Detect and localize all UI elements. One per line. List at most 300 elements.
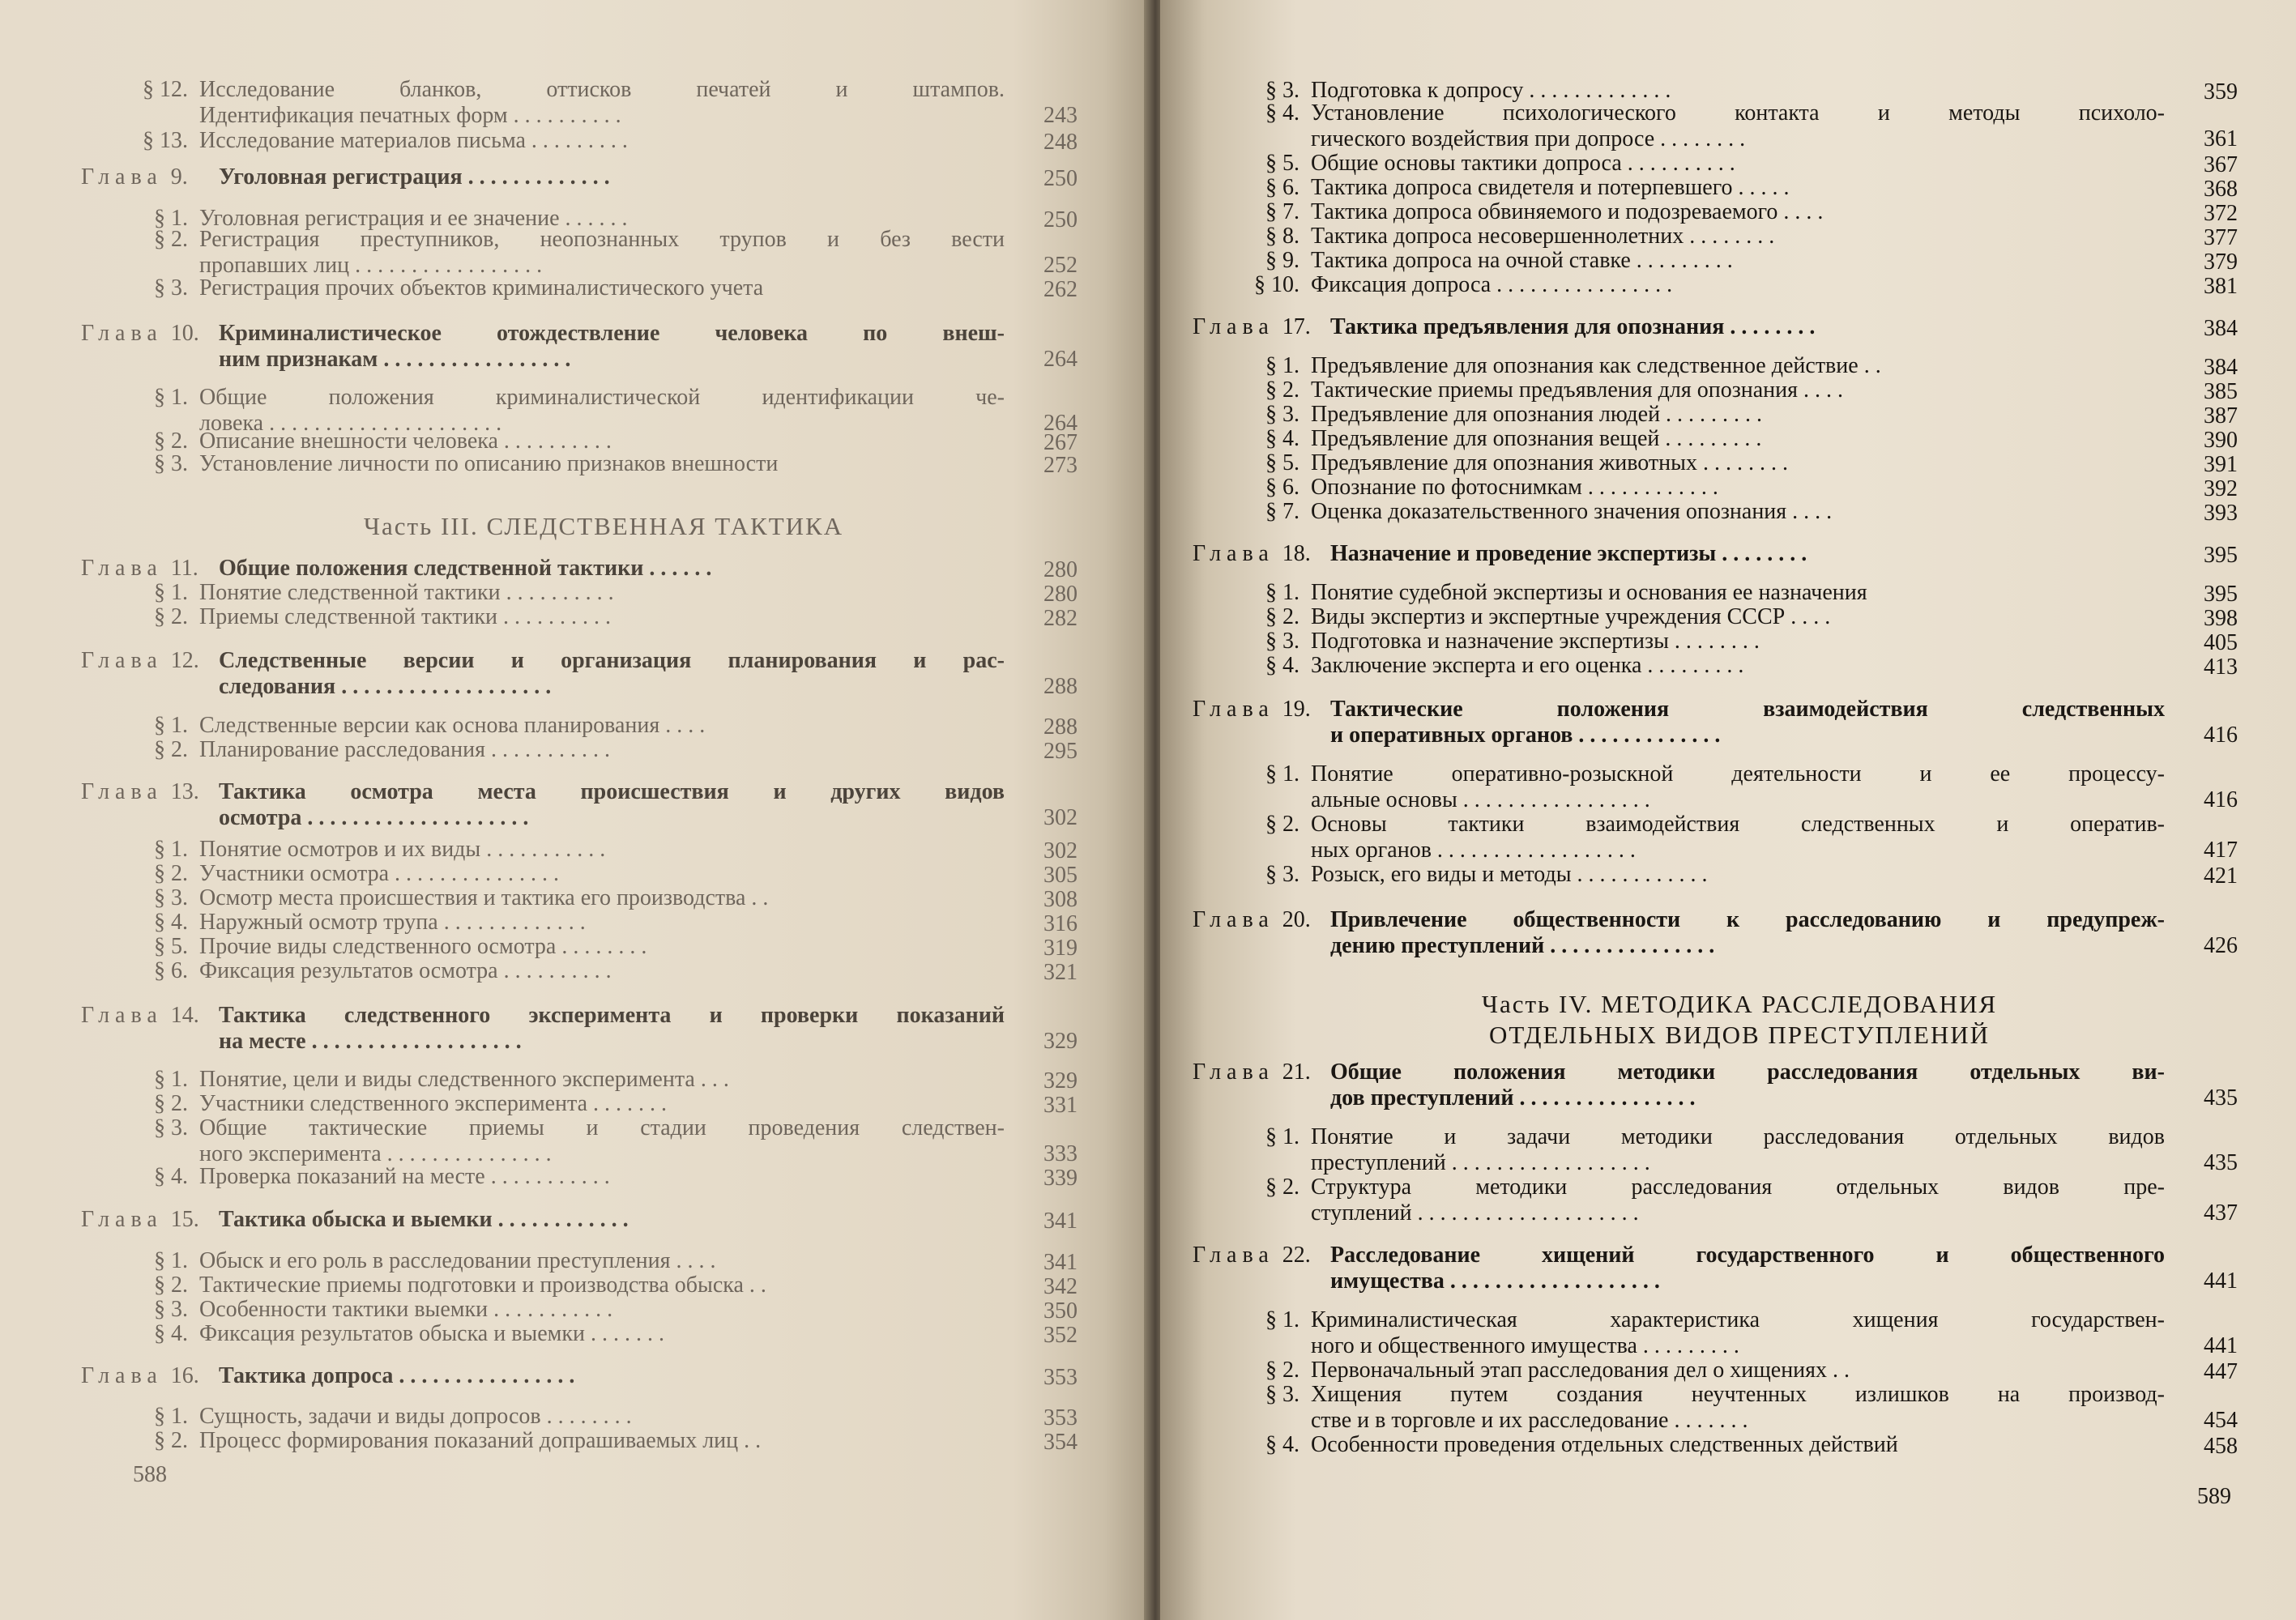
entry-title	[1311, 1358, 2165, 1383]
entry-title-line: ним признакам . . . . . . . . . . . . . . . . .	[219, 347, 571, 372]
entry-title-line: Заключение эксперта и его оценка . . . . . . . . .	[1311, 653, 1744, 678]
toc-chapter-entry	[81, 779, 1078, 831]
entry-title-line: Тактика допроса . . . . . . . . . . . . . . . .	[219, 1363, 575, 1388]
entry-title-line: Понятие следственной тактики . . . . . . . . . .	[199, 580, 614, 605]
entry-title-line: Первоначальный этап расследования дел о хищениях . .	[1311, 1358, 1850, 1383]
entry-title-line: Хищения путем создания неучтенных излишков на производ-	[1311, 1382, 2165, 1407]
entry-title-line: Привлечение общественности к расследованию и предупреж-	[1330, 907, 2165, 932]
toc-section-entry	[1241, 604, 2238, 632]
entry-title	[199, 1067, 1005, 1093]
page-reference: 381	[2204, 274, 2238, 299]
section-number: § 2.	[154, 604, 188, 629]
section-number: § 6.	[154, 958, 188, 983]
section-number: § 4.	[1265, 653, 1300, 678]
toc-section-entry	[1241, 499, 2238, 526]
entry-title-line: Тактика допроса несовершеннолетних . . . . . . . .	[1311, 224, 1775, 249]
entry-title	[1311, 1174, 2165, 1226]
toc-section-entry	[1241, 1358, 2238, 1385]
page-reference: 250	[1043, 166, 1078, 191]
entry-title-line: Тактика следственного эксперимента и проверки показаний	[219, 1003, 1005, 1028]
page-reference: 390	[2204, 428, 2238, 453]
entry-title	[199, 604, 1005, 630]
right-page-number: 589	[2197, 1484, 2231, 1509]
toc-chapter-entry	[1193, 541, 2238, 569]
entry-title-line: Приемы следственной тактики . . . . . . . . . .	[199, 604, 612, 629]
chapter-label: Глава 17.	[1193, 314, 1311, 339]
toc-section-entry	[1241, 450, 2238, 478]
entry-title-line: Расследование хищений государственного и общественного	[1330, 1243, 2165, 1268]
left-toc-column	[81, 0, 1078, 1620]
entry-title-line: Планирование расследования . . . . . . . . . . .	[199, 737, 610, 762]
section-number: § 2.	[154, 428, 188, 454]
section-number: § 12.	[143, 77, 188, 102]
section-number: § 3.	[154, 451, 188, 476]
entry-title-line: Фиксация результатов обыска и выемки . . . . . . .	[199, 1321, 664, 1346]
section-number: § 1.	[1265, 1307, 1300, 1332]
entry-title	[199, 837, 1005, 863]
entry-title	[1330, 1243, 2165, 1294]
part-iv-heading-line-1: Часть IV. МЕТОДИКА РАССЛЕДОВАНИЯ	[1481, 990, 1998, 1018]
toc-section-entry	[130, 227, 1078, 279]
entry-title-line: Сущность, задачи и виды допросов . . . . . . . .	[199, 1404, 632, 1429]
entry-title-line: ловека . . . . . . . . . . . . . . . . . . . . .	[199, 411, 502, 436]
toc-section-entry	[1241, 272, 2238, 300]
page-reference: 333	[1043, 1141, 1078, 1166]
entry-title-line: Понятие, цели и виды следственного эксперимента . . .	[199, 1067, 729, 1092]
entry-title	[1311, 475, 2165, 501]
section-number: § 1.	[1265, 1124, 1300, 1149]
entry-title-line: Прочие виды следственного осмотра . . . . . . . .	[199, 934, 647, 959]
section-number: § 9.	[1265, 248, 1300, 273]
chapter-label: Глава 12.	[81, 648, 199, 673]
entry-title-line: Общие положения следственной тактики . . . . . .	[219, 556, 712, 581]
toc-section-entry	[1241, 1432, 2238, 1460]
section-number: § 1.	[154, 713, 188, 738]
page-reference: 421	[2204, 863, 2238, 889]
page-reference: 262	[1043, 277, 1078, 302]
entry-title-line: Тактические приемы подготовки и производства обыска . .	[199, 1273, 766, 1298]
page-reference: 329	[1043, 1068, 1078, 1094]
toc-section-entry	[1241, 761, 2238, 813]
chapter-label: Глава 20.	[1193, 907, 1311, 932]
entry-title-line: Исследование материалов письма . . . . . . . . .	[199, 128, 628, 153]
section-number: § 6.	[1265, 475, 1300, 500]
entry-title-line: Следственные версии и организация планирования и рас-	[219, 648, 1005, 673]
page-reference: 395	[2204, 582, 2238, 607]
entry-title	[219, 164, 1005, 190]
toc-section-entry	[1241, 426, 2238, 454]
entry-title	[1311, 1124, 2165, 1176]
entry-title-line: Назначение и проведение экспертизы . . . . . . . .	[1330, 541, 1807, 566]
page-reference: 354	[1043, 1430, 1078, 1455]
toc-section-entry	[130, 885, 1078, 913]
toc-section-entry	[130, 1115, 1078, 1167]
page-reference: 384	[2204, 355, 2238, 380]
toc-chapter-entry	[81, 556, 1078, 583]
toc-section-entry	[1241, 475, 2238, 502]
toc-section-entry	[1241, 199, 2238, 227]
page-reference: 302	[1043, 805, 1078, 830]
section-number: § 10.	[1254, 272, 1300, 297]
page-reference: 282	[1043, 606, 1078, 631]
entry-title-line: Предъявление для опознания животных . . . . . . . .	[1311, 450, 1788, 475]
entry-title-line: Подготовка и назначение экспертизы . . . . . . . .	[1311, 629, 1760, 654]
toc-chapter-entry	[81, 164, 1078, 192]
entry-title	[199, 1404, 1005, 1430]
toc-section-entry	[130, 604, 1078, 632]
entry-title	[1311, 199, 2165, 225]
entry-title	[1311, 499, 2165, 525]
section-number: § 4.	[1265, 426, 1300, 451]
entry-title-line: Тактика осмотра места происшествия и других видов	[219, 779, 1005, 804]
entry-title-line: Тактические приемы предъявления для опознания . . . .	[1311, 377, 1844, 403]
toc-chapter-entry	[1193, 1243, 2238, 1294]
entry-title-line: Наружный осмотр трупа . . . . . . . . . . . . .	[199, 910, 586, 935]
section-number: § 2.	[154, 1428, 188, 1453]
page-reference: 305	[1043, 863, 1078, 888]
entry-title-line: Уголовная регистрация . . . . . . . . . . . . .	[219, 164, 610, 190]
page-reference: 321	[1043, 960, 1078, 985]
page-reference: 441	[2204, 1333, 2238, 1358]
toc-section-entry	[1241, 1124, 2238, 1176]
section-number: § 1.	[154, 1067, 188, 1092]
entry-title	[1311, 450, 2165, 476]
page-reference: 437	[2204, 1200, 2238, 1226]
toc-section-entry	[130, 77, 1078, 129]
page-reference: 350	[1043, 1298, 1078, 1324]
page-reference: 392	[2204, 476, 2238, 501]
entry-title-line: Предъявление для опознания как следственное действие . .	[1311, 353, 1881, 378]
page-reference: 435	[2204, 1085, 2238, 1111]
page-reference: 377	[2204, 225, 2238, 250]
entry-title	[1311, 862, 2165, 888]
page-reference: 316	[1043, 911, 1078, 936]
entry-title-line: Общие основы тактики допроса . . . . . . . . . .	[1311, 151, 1735, 176]
page-reference: 352	[1043, 1323, 1078, 1348]
entry-title-line: Криминалистическая характеристика хищения государствен-	[1311, 1307, 2165, 1332]
entry-title	[1311, 402, 2165, 428]
entry-title-line: преступлений . . . . . . . . . . . . . . . . . .	[1311, 1150, 1650, 1175]
section-number: § 1.	[1265, 761, 1300, 787]
page-reference: 416	[2204, 787, 2238, 812]
toc-chapter-entry	[81, 1003, 1078, 1055]
toc-section-entry	[1241, 100, 2238, 152]
page-reference: 341	[1043, 1250, 1078, 1275]
entry-title-line: следования . . . . . . . . . . . . . . . . . . .	[219, 674, 552, 699]
section-number: § 3.	[1265, 402, 1300, 427]
page-reference: 447	[2204, 1359, 2238, 1384]
page-reference: 458	[2204, 1434, 2238, 1459]
section-number: § 2.	[1265, 1358, 1300, 1383]
entry-title	[1330, 541, 2165, 567]
page-reference: 264	[1043, 411, 1078, 436]
entry-title-line: гического воздействия при допросе . . . . . . . .	[1311, 126, 1746, 151]
entry-title	[219, 779, 1005, 831]
entry-title	[1330, 697, 2165, 748]
section-number: § 4.	[154, 910, 188, 935]
toc-section-entry	[130, 837, 1078, 864]
toc-section-entry	[1241, 402, 2238, 429]
entry-title	[1311, 100, 2165, 152]
entry-title-line: дов преступлений . . . . . . . . . . . . . . . .	[1330, 1085, 1696, 1111]
right-toc-column	[1193, 0, 2238, 1620]
section-number: § 2.	[1265, 812, 1300, 837]
section-number: § 5.	[1265, 151, 1300, 176]
toc-section-entry	[130, 580, 1078, 608]
page-reference: 368	[2204, 177, 2238, 202]
chapter-label: Глава 22.	[1193, 1243, 1311, 1268]
section-number: § 1.	[154, 837, 188, 862]
entry-title	[1311, 761, 2165, 813]
toc-section-entry	[1241, 377, 2238, 405]
chapter-label: Глава 18.	[1193, 541, 1311, 566]
toc-section-entry	[130, 451, 1078, 479]
entry-title-line: Установление психологического контакта и методы психоло-	[1311, 100, 2165, 126]
section-number: § 3.	[154, 885, 188, 910]
entry-title	[219, 1003, 1005, 1055]
entry-title	[199, 885, 1005, 911]
toc-section-entry	[130, 128, 1078, 156]
entry-title	[199, 1297, 1005, 1323]
entry-title	[199, 128, 1005, 154]
part-iii-heading: Часть III. СЛЕДСТВЕННАЯ ТАКТИКА	[363, 512, 844, 540]
section-number: § 3.	[1265, 78, 1300, 103]
entry-title-line: Тактика предъявления для опознания . . . . . . . .	[1330, 314, 1816, 339]
entry-title-line: Участники следственного эксперимента . . . . . . .	[199, 1091, 668, 1116]
page-reference: 384	[2204, 316, 2238, 341]
entry-title	[199, 227, 1005, 279]
section-number: § 4.	[1265, 100, 1300, 126]
chapter-label: Глава 10.	[81, 321, 199, 346]
page-reference: 398	[2204, 606, 2238, 631]
chapter-label: Глава 21.	[1193, 1059, 1311, 1085]
toc-chapter-entry	[81, 648, 1078, 700]
toc-chapter-entry	[81, 1363, 1078, 1391]
section-number: § 3.	[1265, 629, 1300, 654]
entry-title	[1311, 1432, 2165, 1458]
entry-title-line: Оценка доказательственного значения опознания . . . .	[1311, 499, 1833, 524]
entry-title-line: и оперативных органов . . . . . . . . . . . . .	[1330, 723, 1721, 748]
entry-title-line: Особенности тактики выемки . . . . . . . . . . .	[199, 1297, 613, 1322]
toc-chapter-entry	[1193, 314, 2238, 342]
section-number: § 2.	[154, 1273, 188, 1298]
section-number: § 2.	[1265, 1174, 1300, 1200]
page-reference: 288	[1043, 674, 1078, 699]
page-reference: 280	[1043, 582, 1078, 607]
entry-title	[199, 1091, 1005, 1117]
page-reference: 302	[1043, 838, 1078, 863]
page-reference: 264	[1043, 347, 1078, 372]
toc-section-entry	[1241, 629, 2238, 656]
entry-title-line: Исследование бланков, оттисков печатей и штампов.	[199, 77, 1005, 102]
section-number: § 2.	[1265, 604, 1300, 629]
section-number: § 1.	[154, 1248, 188, 1273]
page-reference: 435	[2204, 1150, 2238, 1175]
section-number: § 7.	[1265, 199, 1300, 224]
entry-title-line: Тактика допроса на очной ставке . . . . . . . . .	[1311, 248, 1733, 273]
entry-title	[199, 1273, 1005, 1298]
entry-title	[219, 1363, 1005, 1389]
toc-chapter-entry	[81, 1207, 1078, 1234]
entry-title	[199, 580, 1005, 606]
section-number: § 5.	[154, 934, 188, 959]
entry-title-line: Основы тактики взаимодействия следственных и оператив-	[1311, 812, 2165, 837]
entry-title-line: ступлений . . . . . . . . . . . . . . . . . . . .	[1311, 1200, 1639, 1226]
page-reference: 308	[1043, 887, 1078, 912]
entry-title	[199, 1115, 1005, 1167]
entry-title-line: Подготовка к допросу . . . . . . . . . . . . .	[1311, 78, 1671, 103]
entry-title-line: Предъявление для опознания вещей . . . . . . . . .	[1311, 426, 1762, 451]
toc-section-entry	[130, 1321, 1078, 1349]
chapter-label: Глава 16.	[81, 1363, 199, 1388]
section-number: § 2.	[154, 227, 188, 252]
toc-chapter-entry	[1193, 1059, 2238, 1111]
page-reference: 426	[2204, 933, 2238, 958]
page-reference: 391	[2204, 452, 2238, 477]
section-number: § 7.	[1265, 499, 1300, 524]
toc-section-entry	[1241, 862, 2238, 889]
entry-title	[1311, 272, 2165, 298]
page-reference: 393	[2204, 501, 2238, 526]
entry-title	[1330, 907, 2165, 959]
entry-title	[219, 1207, 1005, 1233]
entry-title-line: Фиксация допроса . . . . . . . . . . . . . . . .	[1311, 272, 1673, 297]
part-iv-heading-line-2: ОТДЕЛЬНЫХ ВИДОВ ПРЕСТУПЛЕНИЙ	[1488, 1021, 1991, 1049]
entry-title	[199, 910, 1005, 936]
page-reference: 339	[1043, 1166, 1078, 1191]
entry-title-line: Фиксация результатов осмотра . . . . . . . . . .	[199, 958, 612, 983]
section-number: § 5.	[1265, 450, 1300, 475]
entry-title	[1311, 377, 2165, 403]
entry-title-line: Общие тактические приемы и стадии проведения следствен-	[199, 1115, 1005, 1140]
toc-section-entry	[130, 1428, 1078, 1456]
toc-chapter-entry	[1193, 907, 2238, 959]
toc-section-entry	[130, 1248, 1078, 1276]
page-reference: 387	[2204, 403, 2238, 428]
chapter-label: Глава 15.	[81, 1207, 199, 1232]
entry-title-line: альные основы . . . . . . . . . . . . . . . . .	[1311, 787, 1650, 812]
page-reference: 295	[1043, 739, 1078, 764]
entry-title	[199, 1164, 1005, 1190]
entry-title-line: Тактические положения взаимодействия следственных	[1330, 697, 2165, 722]
entry-title-line: Предъявление для опознания людей . . . . . . . . .	[1311, 402, 1763, 427]
toc-section-entry	[130, 737, 1078, 765]
toc-section-entry	[130, 934, 1078, 961]
section-number: § 1.	[154, 385, 188, 410]
entry-title	[1311, 248, 2165, 274]
page-reference: 359	[2204, 79, 2238, 104]
chapter-label: Глава 19.	[1193, 697, 1311, 722]
entry-title	[1311, 1382, 2165, 1434]
page-reference: 250	[1043, 207, 1078, 232]
page-reference: 361	[2204, 126, 2238, 151]
section-number: § 3.	[154, 1115, 188, 1140]
entry-title	[199, 451, 1005, 477]
entry-title	[1311, 580, 2165, 606]
entry-title	[199, 275, 1005, 301]
section-number: § 2.	[154, 1091, 188, 1116]
entry-title	[219, 648, 1005, 700]
entry-title-line: Структура методики расследования отдельных видов пре-	[1311, 1174, 2165, 1200]
entry-title-line: Тактика обыска и выемки . . . . . . . . . . . .	[219, 1207, 629, 1232]
entry-title-line: Идентификация печатных форм . . . . . . . . . .	[199, 103, 621, 128]
entry-title	[1311, 812, 2165, 863]
entry-title-line: Установление личности по описанию признаков внешности	[199, 451, 779, 476]
page-reference: 441	[2204, 1268, 2238, 1294]
section-number: § 2.	[154, 737, 188, 762]
section-number: § 2.	[154, 861, 188, 886]
section-number: § 1.	[1265, 580, 1300, 605]
toc-section-entry	[1241, 1382, 2238, 1434]
entry-title-line: пропавших лиц . . . . . . . . . . . . . . . . .	[199, 253, 543, 278]
entry-title	[1330, 314, 2165, 340]
page-reference: 280	[1043, 557, 1078, 582]
entry-title-line: осмотра . . . . . . . . . . . . . . . . . . . .	[219, 805, 529, 830]
entry-title-line: Общие положения криминалистической идентификации че-	[199, 385, 1005, 410]
page-reference: 243	[1043, 103, 1078, 128]
entry-title	[219, 321, 1005, 373]
toc-section-entry	[130, 1091, 1078, 1119]
toc-section-entry	[1241, 353, 2238, 381]
page-reference: 341	[1043, 1209, 1078, 1234]
section-number: § 3.	[1265, 1382, 1300, 1407]
page-reference: 417	[2204, 838, 2238, 863]
section-number: § 8.	[1265, 224, 1300, 249]
toc-section-entry	[130, 958, 1078, 986]
section-number: § 1.	[154, 1404, 188, 1429]
entry-title-line: Проверка показаний на месте . . . . . . . . . . .	[199, 1164, 610, 1189]
page-reference: 454	[2204, 1408, 2238, 1433]
toc-section-entry	[130, 1404, 1078, 1431]
entry-title	[199, 861, 1005, 887]
right-page	[1160, 0, 2296, 1620]
page-reference: 329	[1043, 1029, 1078, 1054]
toc-section-entry	[1241, 653, 2238, 680]
chapter-label: Глава 14.	[81, 1003, 199, 1028]
entry-title-line: Понятие и задачи методики расследования отдельных видов	[1311, 1124, 2165, 1149]
entry-title-line: Участники осмотра . . . . . . . . . . . . . . .	[199, 861, 560, 886]
page-reference: 413	[2204, 654, 2238, 680]
entry-title-line: Особенности проведения отдельных следственных действий	[1311, 1432, 1898, 1457]
toc-section-entry	[130, 861, 1078, 889]
toc-section-entry	[1241, 580, 2238, 608]
entry-title-line: Обыск и его роль в расследовании преступления . . . .	[199, 1248, 716, 1273]
toc-section-entry	[1241, 1307, 2238, 1359]
entry-title	[199, 1428, 1005, 1454]
toc-section-entry	[130, 1067, 1078, 1094]
page-reference: 379	[2204, 249, 2238, 275]
page-reference: 342	[1043, 1274, 1078, 1299]
page-reference: 385	[2204, 379, 2238, 404]
page-reference: 319	[1043, 936, 1078, 961]
entry-title-line: Криминалистическое отождествление человека по внеш-	[219, 321, 1005, 346]
entry-title	[199, 713, 1005, 739]
section-number: § 13.	[143, 128, 188, 153]
entry-title	[1311, 151, 2165, 177]
toc-section-entry	[1241, 812, 2238, 863]
entry-title	[1311, 604, 2165, 630]
entry-title-line: Опознание по фотоснимкам . . . . . . . . . . . .	[1311, 475, 1718, 500]
section-number: § 4.	[154, 1164, 188, 1189]
toc-chapter-entry	[81, 321, 1078, 373]
section-number: § 4.	[154, 1321, 188, 1346]
entry-title-line: стве и в торговле и их расследование . . . . . . .	[1311, 1408, 1748, 1433]
section-number: § 4.	[1265, 1432, 1300, 1457]
section-number: § 2.	[1265, 377, 1300, 403]
entry-title	[199, 934, 1005, 960]
left-page-number: 588	[133, 1462, 167, 1487]
entry-title-line: Осмотр места происшествия и тактика его производства . .	[199, 885, 769, 910]
